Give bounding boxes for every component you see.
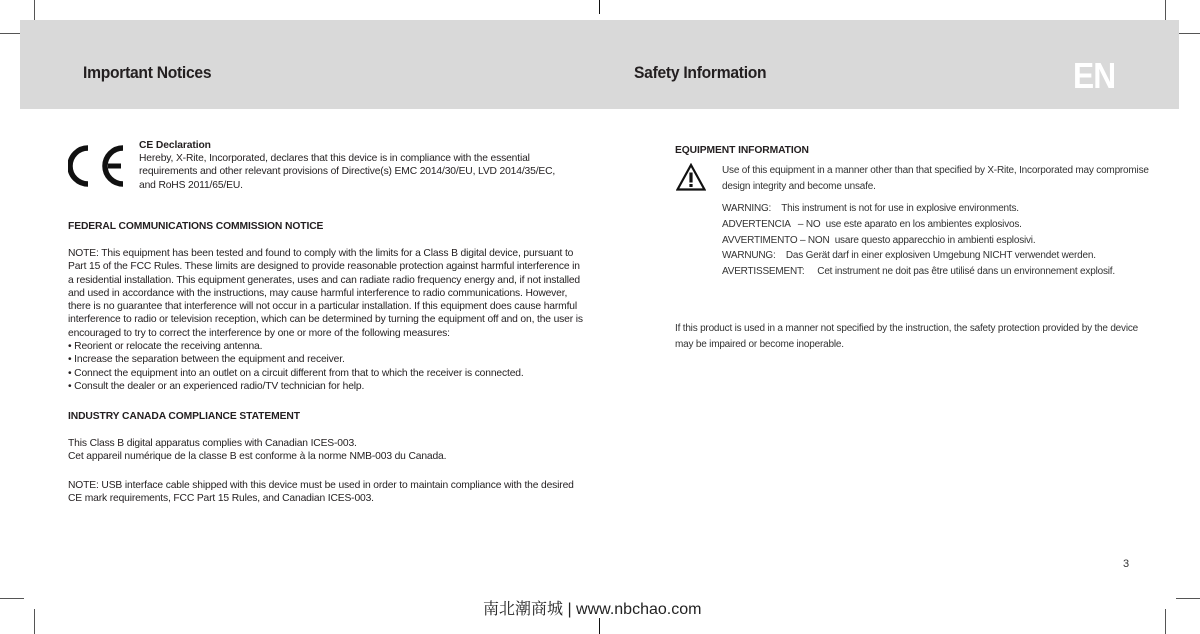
crop-mark — [599, 0, 600, 14]
ce-line: requirements and other relevant provisions of Directive(s) EMC 2014/30/EU, LVD 2014/35/EC, — [139, 166, 556, 178]
warning-line: AVVERTIMENTO – NON usare questo apparecchio in ambienti esplosivi. — [722, 234, 1036, 246]
usb-cable-note — [68, 479, 574, 506]
ce-declaration — [139, 139, 555, 192]
note-line: NOTE: USB interface cable shipped with this device must be used in order to maintain compliance with the desired — [68, 480, 574, 491]
equipment-info-heading: EQUIPMENT INFORMATION — [675, 145, 809, 156]
warning-line: AVERTISSEMENT: Cet instrument ne doit pas être utilisé dans un environnement explosif. — [722, 266, 1115, 278]
fcc-bullet: • Reorient or relocate the receiving antenna. — [68, 341, 263, 353]
industry-canada-heading: INDUSTRY CANADA COMPLIANCE STATEMENT — [68, 411, 300, 422]
explosive-warnings — [722, 201, 1115, 280]
fcc-line: encouraged to try to correct the interference by one or more of the following measures: — [68, 327, 450, 339]
fcc-line: interference to radio or television reception, which can be determined by turning the equipment off and on, the user is — [68, 314, 583, 326]
ce-declaration-title: CE Declaration — [139, 140, 211, 151]
fcc-line: and used in accordance with the instructions, may cause harmful interference to radio communications. However, — [68, 287, 568, 299]
right-page-title: Safety Information — [634, 63, 767, 82]
crop-mark — [34, 0, 35, 22]
warning-line: ADVERTENCIA – NO use este aparato en los ambientes explosivos. — [722, 218, 1022, 230]
fcc-notice — [68, 247, 583, 393]
fcc-bullet: • Connect the equipment into an outlet on a circuit different from that to which the receiver is connected. — [68, 367, 524, 379]
note-line: CE mark requirements, FCC Part 15 Rules, and Canadian ICES-003. — [68, 493, 374, 505]
warning-triangle-icon — [676, 163, 706, 191]
crop-mark — [599, 618, 600, 634]
industry-canada-statement — [68, 437, 446, 464]
page-number: 3 — [1123, 558, 1130, 570]
fcc-line: a residential installation. This equipment generates, uses and can radiate radio frequency energy and, if not installed — [68, 274, 581, 286]
safety-protection-note — [675, 321, 1138, 353]
left-page-title: Important Notices — [83, 63, 212, 82]
ce-line: Hereby, X-Rite, Incorporated, declares that this device is in compliance with the essential — [139, 153, 530, 164]
closing-line: If this product is used in a manner not specified by the instruction, the safety protection provided by the device — [675, 323, 1139, 334]
fcc-line: NOTE: This equipment has been tested and found to comply with the limits for a Class B digital device, pursuant to — [68, 248, 574, 259]
closing-line: may be impaired or become inoperable. — [675, 338, 844, 350]
fcc-line: Part 15 of the FCC Rules. These limits are designed to provide reasonable protection against harmful interference in — [68, 261, 580, 273]
crop-mark — [1165, 609, 1166, 634]
footer-watermark: 南北潮商城 | www.nbchao.com — [483, 601, 702, 618]
ce-line: and RoHS 2011/65/EU. — [139, 179, 243, 191]
crop-mark — [1176, 598, 1200, 599]
crop-mark — [1165, 0, 1166, 22]
fcc-line: there is no guarantee that interference will not occur in a particular installation. If this equipment does cause harmful — [68, 301, 577, 313]
warning-line: WARNUNG: Das Gerät darf in einer explosiven Umgebung NICHT verwendet werden. — [722, 250, 1096, 262]
crop-mark — [34, 609, 35, 634]
equipment-info-intro — [722, 163, 1149, 195]
ic-line: This Class B digital apparatus complies with Canadian ICES-003. — [68, 438, 357, 449]
crop-mark — [1176, 33, 1200, 34]
fcc-bullet: • Increase the separation between the equipment and receiver. — [68, 354, 345, 366]
language-badge: EN — [1073, 55, 1116, 96]
ic-line: Cet appareil numérique de la classe B est conforme à la norme NMB-003 du Canada. — [68, 451, 447, 463]
warning-line: WARNING: This instrument is not for use in explosive environments. — [722, 203, 1019, 214]
fcc-bullet: • Consult the dealer or an experienced radio/TV technician for help. — [68, 380, 365, 392]
crop-mark — [0, 598, 24, 599]
intro-line: Use of this equipment in a manner other than that specified by X-Rite, Incorporated may compromise — [722, 165, 1149, 176]
fcc-heading: FEDERAL COMMUNICATIONS COMMISSION NOTICE — [68, 221, 324, 232]
ce-mark-icon — [68, 145, 130, 187]
intro-line: design integrity and become unsafe. — [722, 180, 876, 192]
